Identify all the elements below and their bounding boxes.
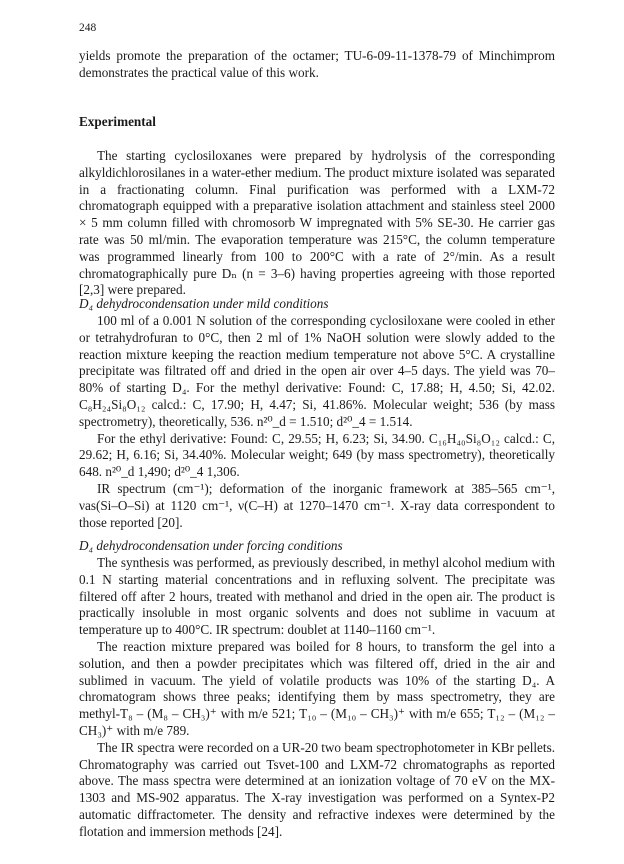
paragraph-instrumentation: The IR spectra were recorded on a UR-20 two beam spectrophotometer in KBr pellets. Chromatography was carried out Tsvet-100 and LXM-72 chromatographs as reported above. The mass spectra were determined at an ionization voltage of 70 eV on the MX-1303 and MS-902 apparatus. The X-ray investigation was performed on a Syntex-P2 automatic diffractometer. The density and refractive indexes were determined by the flotation and immersion methods [24]. <box>79 739 555 839</box>
page-number: 248 <box>79 22 97 34</box>
intro-text: yields promote the preparation of the octamer; TU-6-09-11-1378-79 of Minchimprom demonstrates the practical value of this work. <box>79 48 555 80</box>
paragraph-ir-spectrum: IR spectrum (cm⁻¹); deformation of the inorganic framework at 385–565 cm⁻¹, νas(Si–O–Si) at 1120 cm⁻¹, ν(C–H) at 1270–1470 cm⁻¹. X-ray data correspondent to those reported [20]. <box>79 480 555 530</box>
mild-conditions-block <box>79 313 555 531</box>
paragraph-ethyl-derivative: For the ethyl derivative: Found: C, 29.55; H, 6.23; Si, 34.90. C₁₆H₄₀Si₈O₁₂ calcd.: C, 29.62; H, 6.16; Si, 34.40%. Molecular weight; 649 (by mass spectrometry), theoretically 648. n²⁰_d 1,490; d²⁰_4 1,306. <box>79 430 555 480</box>
paragraph-starting-cyclosiloxanes: The starting cyclosiloxanes were prepared by hydrolysis of the corresponding alkyldichlorosilanes in a water-ether medium. The product mixture isolated was separated in a fractionating column. Final purification was performed with a LXM-72 chromatograph equipped with a preparative isolation attachment and stainless steel 2000 × 5 mm column filled with chromosorb W impregnated with 5% SE-30. He carrier gas rate was 50 ml/min. The evaporation temperature was 215°C, the column temperature was programmed linearly from 100 to 200°C with a rate of 2°/min. As a result chromatographically pure Dₙ (n = 3–6) having properties agreeing with those reported [2,3] were prepared. <box>79 148 555 298</box>
forcing-conditions-block <box>79 555 555 841</box>
paragraph-forcing-synthesis: The synthesis was performed, as previously described, in methyl alcohol medium with 0.1 N starting material concentrations and in refluxing solvent. The precipitate was filtered off after 2 hours, treated with methanol and dried in the open air. The product is practically insoluble in most organic solvents and does not sublime in vacuum at temperature up to 400°C. IR spectrum: doublet at 1140–1160 cm⁻¹. <box>79 555 555 638</box>
paragraph-reaction-mixture: The reaction mixture prepared was boiled for 8 hours, to transform the gel into a solution, and then a powder precipitates which was filtered off, dried in the air and sublimed in vacuum. The yield of volatile products was 10% of the starting D₄. A chromatogram shows three peaks; identifying them by mass spectrometry, they are methyl-T₈ – (M₈ – CH₃)⁺ with m/e 521; T₁₀ – (M₁₀ – CH₃)⁺ with m/e 655; T₁₂ – (M₁₂ – CH₃)⁺ with m/e 789. <box>79 638 555 738</box>
subheading-forcing-conditions: D₄ dehydrocondensation under forcing conditions <box>79 538 343 553</box>
experimental-block <box>79 148 555 299</box>
subheading-mild-conditions: D₄ dehydrocondensation under mild conditions <box>79 296 329 311</box>
paragraph-mild-procedure: 100 ml of a 0.001 N solution of the corresponding cyclosiloxane were cooled in ether or tetrahydrofuran to 0°C, then 2 ml of 1% NaOH solution were slowly added to the reaction mixture keeping the reaction medium temperature not above 5°C. A crystalline precipitate was filtrated off and dried in the open air over 4–5 days. The yield was 70–80% of starting D₄. For the methyl derivative: Found: C, 17.88; H, 4.50; Si, 42.02. C₈H₂₄Si₈O₁₂ calcd.: C, 17.90; H, 4.47; Si, 41.86%. Molecular weight; 536 (by mass spectrometry), theoretically, 536. n²⁰_d = 1.510; d²⁰_4 = 1.514. <box>79 313 555 429</box>
intro-paragraph <box>79 48 555 82</box>
section-heading: Experimental <box>79 114 156 129</box>
